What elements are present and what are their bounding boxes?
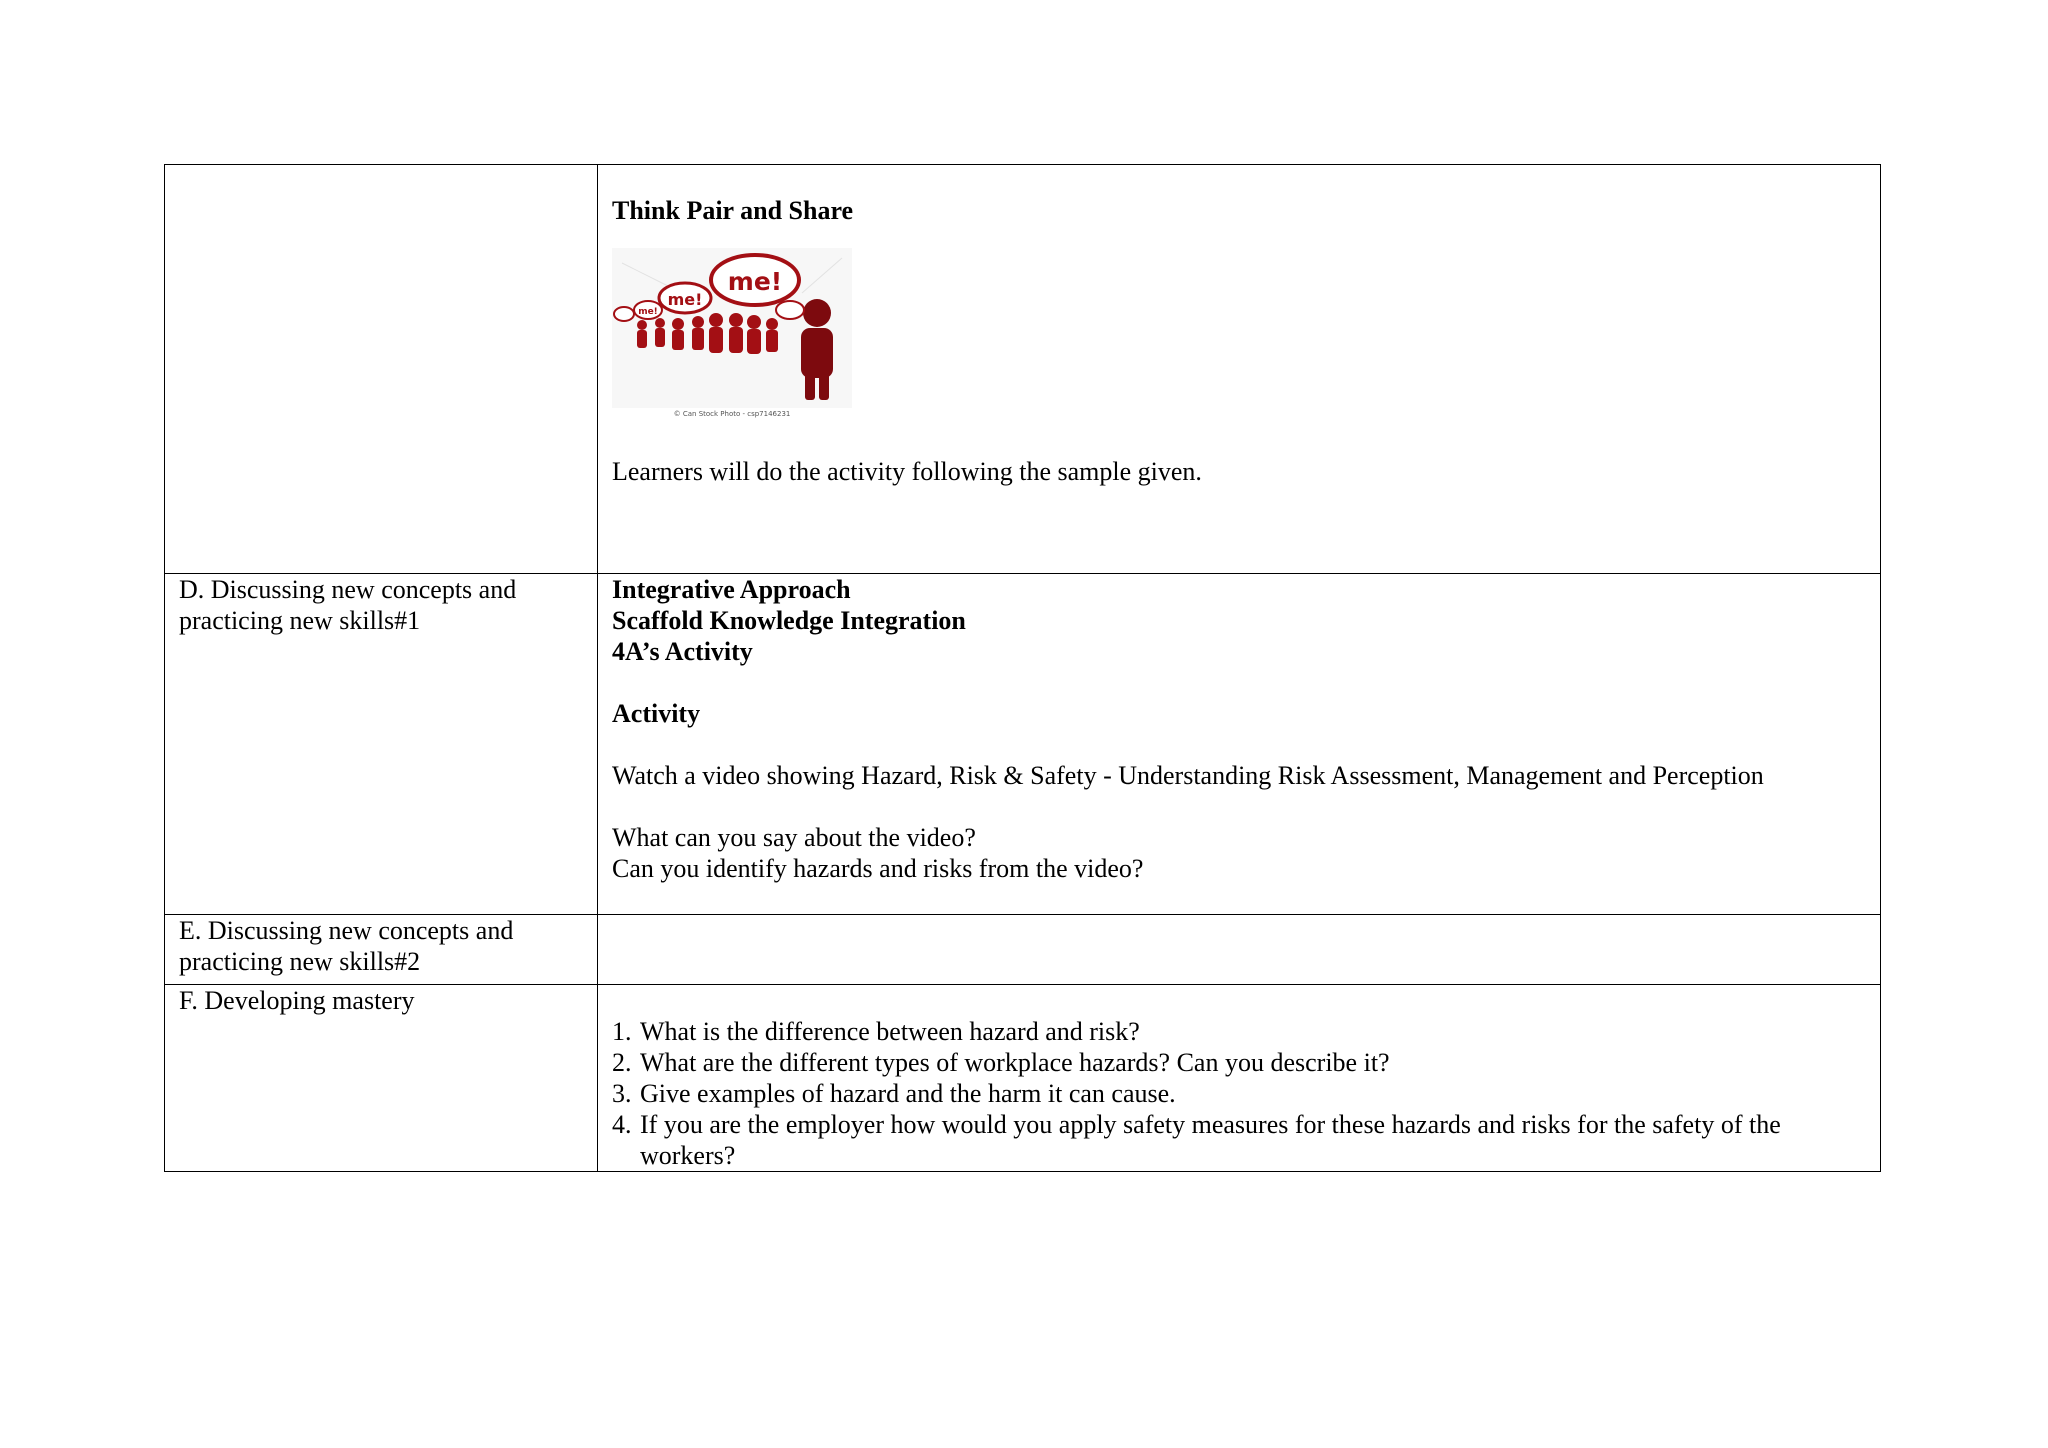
- scaffold-heading: Scaffold Knowledge Integration: [612, 606, 966, 635]
- table-row-discussing-2: [165, 915, 1881, 985]
- image-watermark: © Can Stock Photo - csp7146231: [673, 410, 791, 418]
- table-row-developing-mastery: [165, 985, 1881, 1172]
- activity-heading: Activity: [612, 699, 701, 728]
- list-item-text: What are the different types of workplace hazards? Can you describe it?: [640, 1048, 1390, 1077]
- table-row-discussing-1: [165, 574, 1881, 915]
- list-item-number: 1.: [612, 1017, 632, 1046]
- lesson-plan-table: [164, 164, 1881, 1172]
- crowd-illustration-icon: [612, 248, 852, 418]
- video-instruction-text: Watch a video showing Hazard, Risk & Safety - Understanding Risk Assessment, Management and Perception: [612, 761, 1764, 790]
- think-pair-share-heading: Think Pair and Share: [612, 196, 854, 225]
- list-item-text: Give examples of hazard and the harm it can cause.: [640, 1079, 1176, 1108]
- row-label-cell: [165, 165, 598, 574]
- list-item-number: 4.: [612, 1110, 632, 1139]
- list-item: [612, 1047, 1866, 1078]
- tiny-speech-bubble-text: me!: [638, 307, 658, 317]
- list-item: [612, 1016, 1866, 1047]
- video-question-1: What can you say about the video?: [612, 823, 976, 852]
- table-row-think-pair-share: [165, 165, 1881, 574]
- video-question-2: Can you identify hazards and risks from the video?: [612, 854, 1144, 883]
- row-label-cell: E. Discussing new concepts and practicing new skills#2: [165, 915, 598, 985]
- list-item-text: What is the difference between hazard and risk?: [640, 1017, 1140, 1046]
- activity-type-heading: 4A’s Activity: [612, 637, 753, 666]
- row-label-cell: D. Discussing new concepts and practicing new skills#1: [165, 574, 598, 915]
- row-content-cell: [598, 574, 1881, 915]
- approach-heading: Integrative Approach: [612, 575, 851, 604]
- list-item-number: 3.: [612, 1079, 632, 1108]
- row-content-cell: [598, 165, 1881, 574]
- crowd-speech-bubbles-image: [612, 248, 852, 418]
- row-content-cell: [598, 985, 1881, 1172]
- list-item: [612, 1078, 1866, 1109]
- small-speech-bubble-text: me!: [667, 290, 703, 309]
- activity-instruction-text: Learners will do the activity following the sample given.: [612, 457, 1202, 486]
- list-item: [612, 1109, 1866, 1171]
- row-content-cell: [598, 915, 1881, 985]
- list-item-number: 2.: [612, 1048, 632, 1077]
- row-label-cell: F. Developing mastery: [165, 985, 598, 1172]
- list-item-text: If you are the employer how would you apply safety measures for these hazards and risks for the safety of the workers?: [640, 1110, 1781, 1170]
- large-speech-bubble-text: me!: [727, 267, 783, 296]
- mastery-question-list: [612, 1016, 1866, 1171]
